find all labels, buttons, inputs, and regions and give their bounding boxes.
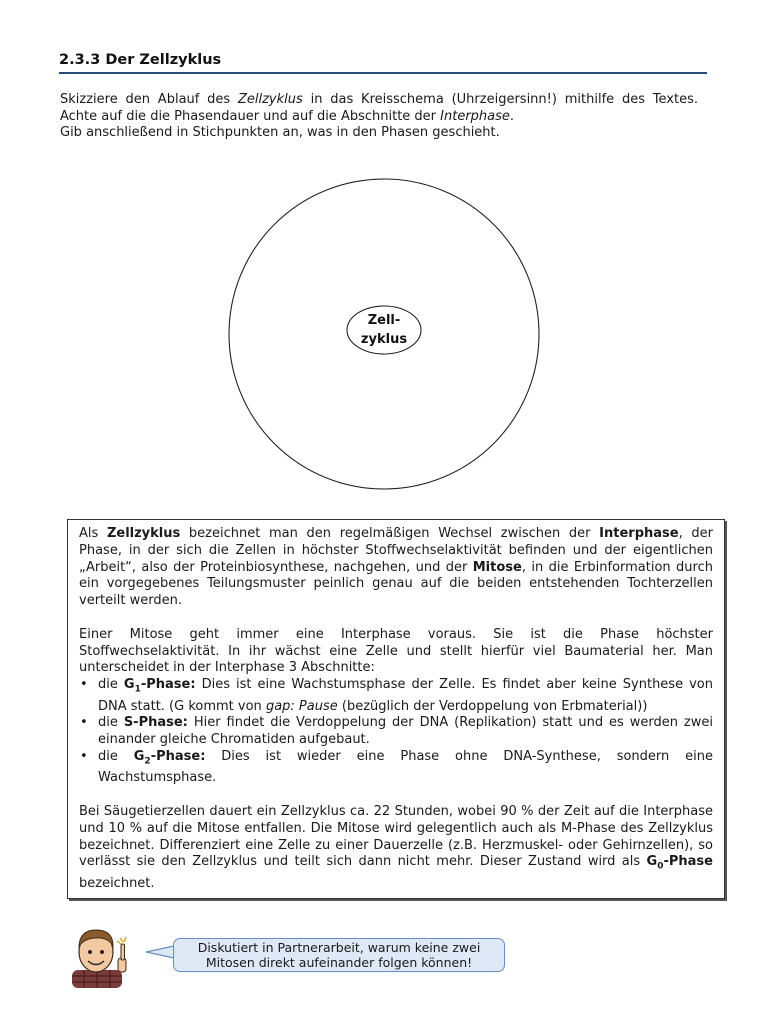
phase-list	[79, 677, 713, 787]
list-item-g2-phase: • die $G_2$-Phase: Dies ist wieder eine Phase ohne DNA-Synthese, sondern eine Wachstumsphase.	[79, 749, 713, 787]
speech-bubble-tail	[145, 945, 175, 959]
teacher-avatar-icon	[66, 924, 138, 988]
paragraph-interphase: Einer Mitose geht immer eine Interphase voraus. Sie ist die Phase höchster Stoffwechselaktivität. In ihr wächst eine Zelle und stellt hierfür viel Baumaterial her. Man unterscheidet in der Interphase 3 Abschnitte:	[79, 626, 713, 676]
list-item-s-phase: • die S-Phase: Hier findet die Verdoppelung der DNA (Replikation) statt und es werden zwei einander gleiche Chromatiden aufgebaut.	[79, 715, 713, 749]
info-text-box	[67, 519, 725, 899]
paragraph-definition: Als Zellzyklus bezeichnet man den regelmäßigen Wechsel zwischen der Interphase, der Phase, in der sich die Zellen in höchster Stoffwechselaktivität befinden und der eigentlichen „Arbeit“, also der Proteinbiosynthese, nachgehen, und der Mitose, in die Erbinformation durch ein vorgegebenes Teilungsmuster peinlich genau auf die beiden entstehenden Tochterzellen verteilt werden.	[79, 526, 713, 609]
instruction-line-1: Skizziere den Ablauf des Zellzyklus in das Kreisschema (Uhrzeigersinn!) mithilfe des Textes. Achte auf die die Phasendauer und auf die Abschnitte der Interphase.	[60, 92, 698, 124]
inner-circle-label: Zell- zyklus	[360, 313, 408, 347]
list-item-g1-phase: • die $G_1$-Phase: Dies ist eine Wachstumsphase der Zelle. Es findet aber keine Synthese von DNA statt. (G kommt von gap: Pause (bezüglich der Verdoppelung von Erbmaterial))	[79, 677, 713, 715]
paragraph-duration: Bei Säugetierzellen dauert ein Zellzyklus ca. 22 Stunden, wobei 90 % der Zeit auf die Interphase und 10 % auf die Mitose entfallen. Die Mitose wird gelegentlich auch als M-Phase des Zellzyklus bezeichnet. Differenziert eine Zelle zu einer Dauerzelle (z.B. Herzmuskel- oder Gehirnzellen), so verlässt sie den Zellzyklus und teilt sich dann nicht mehr. Dieser Zustand wird als $G_0$-Phase bezeichnet.	[79, 803, 713, 891]
instruction-line-2: Gib anschließend in Stichpunkten an, was in den Phasen geschieht.	[60, 125, 500, 140]
discussion-prompt-bubble: Diskutiert in Partnerarbeit, warum keine zwei Mitosen direkt aufeinander folgen können!	[173, 938, 505, 972]
section-heading: 2.3.3 Der Zellzyklus	[59, 52, 707, 74]
